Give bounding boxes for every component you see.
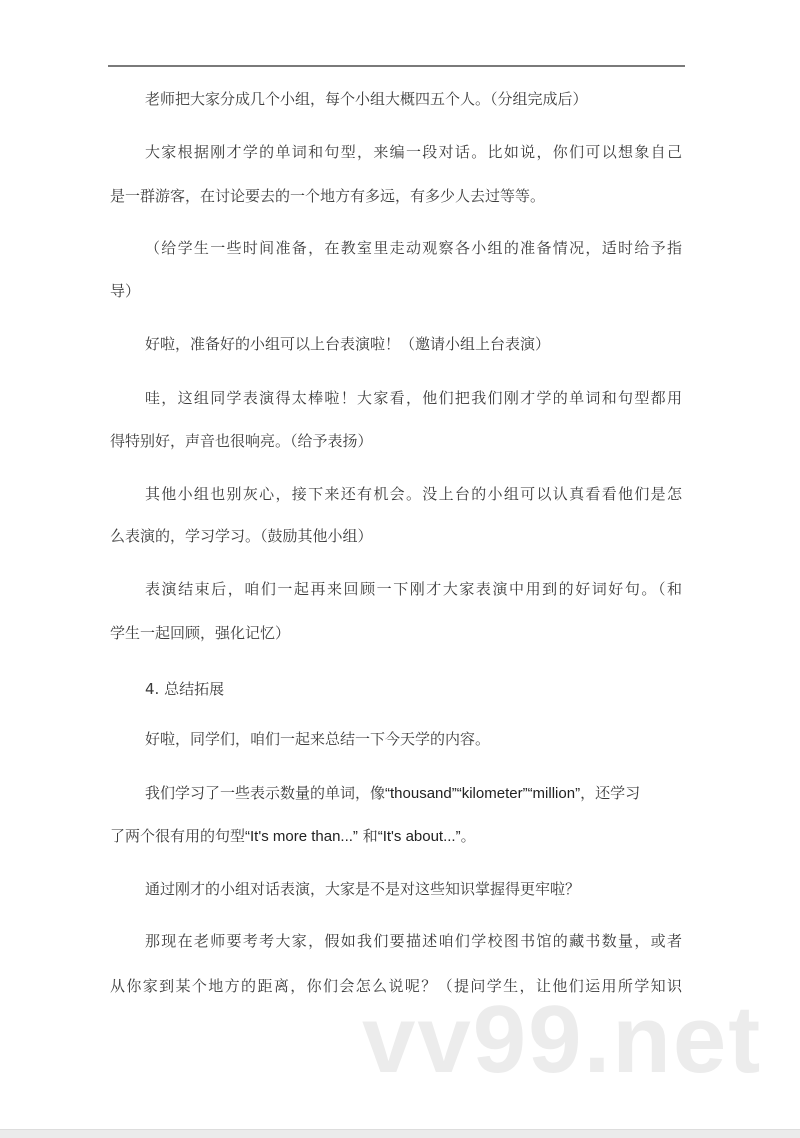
watermark: vv99.net xyxy=(362,986,763,1093)
paragraph-line: 那现在老师要考考大家，假如我们要描述咱们学校图书馆的藏书数量，或者 xyxy=(145,932,682,950)
paragraph-line: 从你家到某个地方的距离，你们会怎么说呢？（提问学生，让他们运用所学知识 xyxy=(110,977,682,995)
text-run: 了两个很有用的句型 xyxy=(110,827,246,845)
paragraph-line: 表演结束后，咱们一起再来回顾一下刚才大家表演中用到的好词好句。（和 xyxy=(145,580,682,598)
paragraph-line: 通过刚才的小组对话表演，大家是不是对这些知识掌握得更牢啦？ xyxy=(145,880,581,898)
paragraph-line xyxy=(110,826,476,847)
paragraph-line: 是一群游客，在讨论要去的一个地方有多远，有多少人去过等等。 xyxy=(110,187,546,205)
paragraph-line: 学生一起回顾，强化记忆） xyxy=(110,624,291,642)
text-run: ，还学习 xyxy=(580,784,641,802)
paragraph-line: 么表演的，学习学习。（鼓励其他小组） xyxy=(110,527,373,545)
header-rule xyxy=(108,65,685,67)
section-heading: 4. 总结拓展 xyxy=(145,680,225,698)
paragraph-line: 好啦，同学们，咱们一起来总结一下今天学的内容。 xyxy=(145,730,491,748)
text-run: 我们学习了一些表示数量的单词，像 xyxy=(145,784,386,802)
paragraph-line xyxy=(145,783,640,804)
paragraph-line: 其他小组也别灰心，接下来还有机会。没上台的小组可以认真看看他们是怎 xyxy=(145,485,682,503)
text-run: “thousand”“kilometer”“million” xyxy=(385,785,581,802)
paragraph-line: 大家根据刚才学的单词和句型，来编一段对话。比如说，你们可以想象自己 xyxy=(145,143,682,161)
text-run: 和 xyxy=(357,827,378,845)
paragraph-line: 哇，这组同学表演得太棒啦！大家看，他们把我们刚才学的单词和句型都用 xyxy=(145,389,682,407)
paragraph-line: 好啦，准备好的小组可以上台表演啦！（邀请小组上台表演） xyxy=(145,335,551,353)
paragraph-line: 导） xyxy=(110,282,141,300)
text-run: “It's more than...” xyxy=(245,828,358,845)
text-run: 。 xyxy=(460,827,476,845)
paragraph-line: 得特别好，声音也很响亮。（给予表扬） xyxy=(110,432,373,450)
paragraph-line: （给学生一些时间准备，在教室里走动观察各小组的准备情况，适时给予指 xyxy=(145,239,682,257)
text-run: “It's about...” xyxy=(377,828,461,845)
paragraph-line: 老师把大家分成几个小组，每个小组大概四五个人。（分组完成后） xyxy=(145,90,588,108)
